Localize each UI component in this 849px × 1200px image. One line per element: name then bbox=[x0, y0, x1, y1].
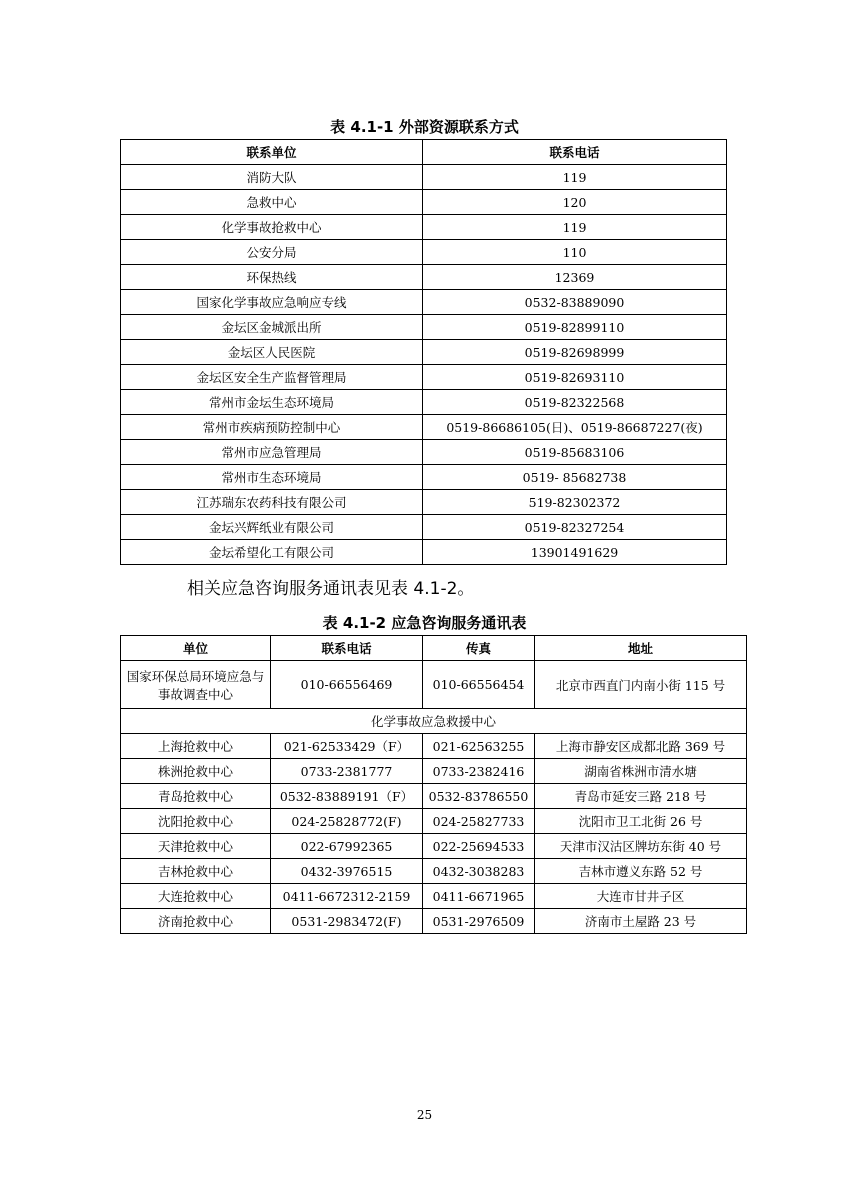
table-cell: 江苏瑞东农药科技有限公司 bbox=[121, 490, 423, 515]
table-cell: 常州市生态环境局 bbox=[121, 465, 423, 490]
table-row bbox=[121, 440, 727, 465]
table-cell: 0519- 85682738 bbox=[423, 465, 727, 490]
table-row bbox=[121, 315, 727, 340]
table-cell: 沈阳市卫工北街 26 号 bbox=[535, 809, 747, 834]
column-header: 联系单位 bbox=[121, 140, 423, 165]
table-cell: 急救中心 bbox=[121, 190, 423, 215]
table-cell: 120 bbox=[423, 190, 727, 215]
table-header-row bbox=[121, 140, 727, 165]
table-row bbox=[121, 834, 747, 859]
table-cell: 119 bbox=[423, 215, 727, 240]
table-cell: 吉林抢救中心 bbox=[121, 859, 271, 884]
table-row bbox=[121, 390, 727, 415]
table-row bbox=[121, 884, 747, 909]
table-cell: 0519-85683106 bbox=[423, 440, 727, 465]
table-cell: 021-62533429（F） bbox=[271, 734, 423, 759]
table-row bbox=[121, 784, 747, 809]
external-resources-table bbox=[120, 139, 727, 565]
table-cell: 青岛市延安三路 218 号 bbox=[535, 784, 747, 809]
table-cell: 110 bbox=[423, 240, 727, 265]
table-row bbox=[121, 465, 727, 490]
table-cell: 湖南省株洲市清水塘 bbox=[535, 759, 747, 784]
table-cell: 金坛区安全生产监督管理局 bbox=[121, 365, 423, 390]
table-row bbox=[121, 340, 727, 365]
table-row bbox=[121, 365, 727, 390]
table-cell: 上海抢救中心 bbox=[121, 734, 271, 759]
table-row bbox=[121, 859, 747, 884]
table-cell: 0519-82327254 bbox=[423, 515, 727, 540]
table-cell: 024-25827733 bbox=[423, 809, 535, 834]
table-cell: 大连抢救中心 bbox=[121, 884, 271, 909]
table-cell: 0411-6672312-2159 bbox=[271, 884, 423, 909]
column-header: 地址 bbox=[535, 636, 747, 661]
table-cell: 0532-83889191（F） bbox=[271, 784, 423, 809]
table-cell: 大连市甘井子区 bbox=[535, 884, 747, 909]
table-cell: 0532-83786550 bbox=[423, 784, 535, 809]
table1-caption: 表 4.1-1 外部资源联系方式 bbox=[330, 118, 519, 136]
table-cell: 济南市土屋路 23 号 bbox=[535, 909, 747, 934]
table-row bbox=[121, 240, 727, 265]
column-header: 传真 bbox=[423, 636, 535, 661]
table-cell: 12369 bbox=[423, 265, 727, 290]
table-cell: 沈阳抢救中心 bbox=[121, 809, 271, 834]
table-cell: 0432-3976515 bbox=[271, 859, 423, 884]
table-row bbox=[121, 515, 727, 540]
table-row bbox=[121, 909, 747, 934]
column-header: 联系电话 bbox=[271, 636, 423, 661]
table-row bbox=[121, 540, 727, 565]
table-cell: 0519-82322568 bbox=[423, 390, 727, 415]
section-row bbox=[121, 709, 747, 734]
table-cell: 010-66556454 bbox=[423, 661, 535, 709]
table-cell: 国家环保总局环境应急与事故调查中心 bbox=[121, 661, 271, 709]
table-cell: 国家化学事故应急响应专线 bbox=[121, 290, 423, 315]
table-cell: 公安分局 bbox=[121, 240, 423, 265]
table-cell: 金坛区人民医院 bbox=[121, 340, 423, 365]
table-cell: 010-66556469 bbox=[271, 661, 423, 709]
table-cell: 021-62563255 bbox=[423, 734, 535, 759]
table-row bbox=[121, 190, 727, 215]
table-cell: 022-25694533 bbox=[423, 834, 535, 859]
table-cell: 天津抢救中心 bbox=[121, 834, 271, 859]
table-row bbox=[121, 265, 727, 290]
table-cell: 0432-3038283 bbox=[423, 859, 535, 884]
table-cell: 环保热线 bbox=[121, 265, 423, 290]
table-cell: 常州市金坛生态环境局 bbox=[121, 390, 423, 415]
table-cell: 0519-86686105(日)、0519-86687227(夜) bbox=[423, 415, 727, 440]
table-cell: 119 bbox=[423, 165, 727, 190]
table-cell: 519-82302372 bbox=[423, 490, 727, 515]
table-cell: 上海市静安区成都北路 369 号 bbox=[535, 734, 747, 759]
table-cell: 株洲抢救中心 bbox=[121, 759, 271, 784]
table-cell: 022-67992365 bbox=[271, 834, 423, 859]
table-cell: 0519-82698999 bbox=[423, 340, 727, 365]
table-row bbox=[121, 490, 727, 515]
table2-caption: 表 4.1-2 应急咨询服务通讯表 bbox=[322, 614, 527, 632]
table-row bbox=[121, 415, 727, 440]
column-header: 联系电话 bbox=[423, 140, 727, 165]
table-row bbox=[121, 734, 747, 759]
table-cell: 金坛兴辉纸业有限公司 bbox=[121, 515, 423, 540]
table-cell: 金坛希望化工有限公司 bbox=[121, 540, 423, 565]
table-cell: 金坛区金城派出所 bbox=[121, 315, 423, 340]
table-cell: 济南抢救中心 bbox=[121, 909, 271, 934]
table-cell: 0733-2382416 bbox=[423, 759, 535, 784]
table-row bbox=[121, 165, 727, 190]
table-cell: 0411-6671965 bbox=[423, 884, 535, 909]
body-paragraph: 相关应急咨询服务通讯表见表 4.1-2。 bbox=[187, 579, 475, 599]
table-cell: 北京市西直门内南小街 115 号 bbox=[535, 661, 747, 709]
table-cell: 024-25828772(F) bbox=[271, 809, 423, 834]
emergency-consulting-table bbox=[120, 635, 747, 934]
table-cell: 常州市疾病预防控制中心 bbox=[121, 415, 423, 440]
table-row bbox=[121, 290, 727, 315]
table-cell: 0733-2381777 bbox=[271, 759, 423, 784]
table-row bbox=[121, 809, 747, 834]
table-row bbox=[121, 215, 727, 240]
table-cell: 0519-82899110 bbox=[423, 315, 727, 340]
table-cell: 0531-2976509 bbox=[423, 909, 535, 934]
section-title: 化学事故应急救援中心 bbox=[121, 709, 747, 734]
table-cell: 0532-83889090 bbox=[423, 290, 727, 315]
table-cell: 常州市应急管理局 bbox=[121, 440, 423, 465]
table-row bbox=[121, 661, 747, 709]
table-cell: 消防大队 bbox=[121, 165, 423, 190]
table-cell: 吉林市遵义东路 52 号 bbox=[535, 859, 747, 884]
table-cell: 化学事故抢救中心 bbox=[121, 215, 423, 240]
table-cell: 13901491629 bbox=[423, 540, 727, 565]
table-row bbox=[121, 759, 747, 784]
table-cell: 0519-82693110 bbox=[423, 365, 727, 390]
table-cell: 天津市汉沽区牌坊东街 40 号 bbox=[535, 834, 747, 859]
table-header-row bbox=[121, 636, 747, 661]
page-number: 25 bbox=[416, 1108, 433, 1122]
column-header: 单位 bbox=[121, 636, 271, 661]
table-cell: 青岛抢救中心 bbox=[121, 784, 271, 809]
table-cell: 0531-2983472(F) bbox=[271, 909, 423, 934]
